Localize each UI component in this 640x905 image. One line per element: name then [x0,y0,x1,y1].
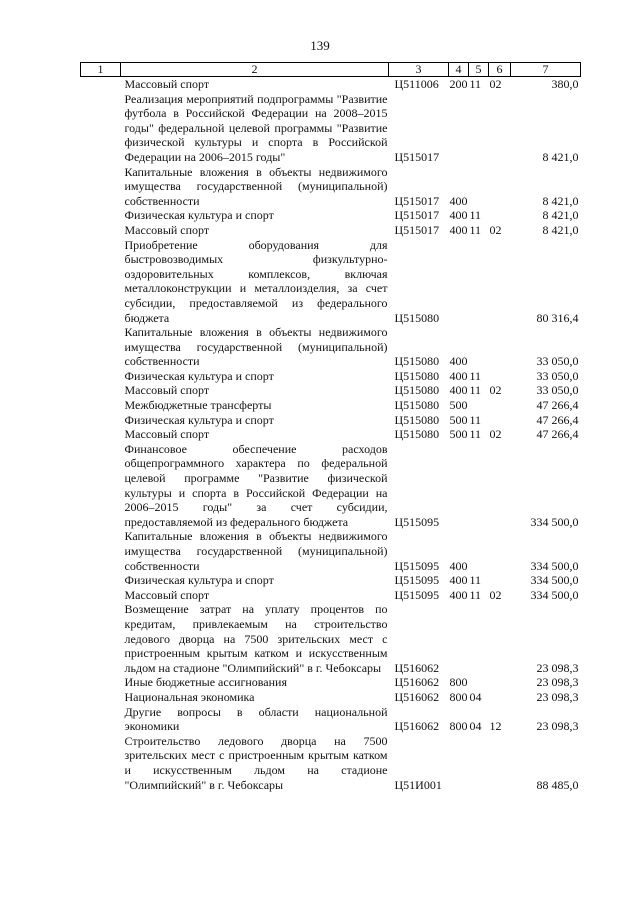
row-subsection [489,208,511,223]
row-amount: 23 098,3 [536,675,579,690]
row-amount: 8 421,0 [542,193,579,208]
row-subsection [489,690,511,705]
row-amount: 80 316,4 [536,310,579,325]
cell-col-1 [81,77,121,92]
header-col-7: 7 [511,63,581,77]
row-subsection: 02 [489,222,502,237]
row-amount: 33 050,0 [536,368,579,383]
table-row [81,602,581,675]
header-col-6: 6 [489,63,511,77]
table-row [81,238,581,326]
row-amount: 334 500,0 [530,587,579,602]
header-col-3: 3 [389,63,449,77]
row-target-code: Ц515080 [394,310,440,325]
cell-col-1 [81,223,121,238]
row-section: 11 [469,77,482,91]
row-subsection [489,734,511,792]
row-section: 04 [469,689,482,704]
row-subsection: 02 [489,427,502,442]
row-amount: 380,0 [551,77,579,91]
row-expense-type: 400 [449,558,468,573]
row-subsection [489,442,511,530]
row-section [469,325,489,369]
row-section: 11 [469,368,482,383]
cell-col-1 [81,427,121,442]
row-description: Массовый спорт [124,587,210,602]
cell-col-1 [81,92,121,165]
row-expense-type: 500 [449,412,468,427]
header-col-1: 1 [81,63,121,77]
row-section [469,165,489,209]
cell-col-1 [81,413,121,428]
row-target-code: Ц515080 [394,354,440,369]
table-row [81,588,581,603]
row-target-code: Ц516062 [394,660,440,675]
row-description: Массовый спорт [124,427,210,442]
row-subsection: 02 [489,587,502,602]
row-expense-type: 400 [449,354,468,369]
row-expense-type: 800 [449,675,468,690]
row-expense-type: 800 [449,689,468,704]
cell-col-1 [81,602,121,675]
row-amount: 334 500,0 [530,514,579,529]
row-target-code: Ц515080 [394,398,440,413]
row-subsection: 02 [489,77,502,91]
row-description: Физическая культура и спорт [124,412,274,427]
row-section [469,398,489,413]
row-expense-type: 400 [449,573,468,588]
row-description: Национальная экономика [124,689,255,704]
row-section [469,442,489,530]
row-amount: 8 421,0 [542,149,579,164]
table-row [81,705,581,734]
row-section: 11 [469,573,482,588]
row-target-code: Ц516062 [394,675,440,690]
row-expense-type [449,238,469,326]
row-description: Физическая культура и спорт [124,573,274,588]
row-amount: 33 050,0 [536,354,579,369]
row-section [469,529,489,573]
row-description: Массовый спорт [124,222,210,237]
row-section: 04 [469,719,482,734]
table-row [81,413,581,428]
row-description: Массовый спорт [124,77,210,91]
row-expense-type: 400 [449,222,468,237]
row-description: Капитальные вложения в объекты недвижимого имущества государственной (муниципальной) собственности [124,325,388,369]
row-subsection [489,165,511,209]
row-amount: 47 266,4 [536,427,579,442]
row-amount: 47 266,4 [536,398,579,413]
row-target-code: Ц515080 [394,368,440,383]
row-amount: 47 266,4 [536,412,579,427]
row-amount: 8 421,0 [542,222,579,237]
table-row [81,223,581,238]
row-expense-type: 400 [449,383,468,398]
cell-col-1 [81,238,121,326]
table-row [81,383,581,398]
row-section: 11 [469,208,482,223]
row-description: Массовый спорт [124,383,210,398]
table-body [81,77,581,793]
cell-col-1 [81,442,121,530]
row-subsection [489,325,511,369]
row-subsection: 02 [489,383,502,398]
row-amount: 23 098,3 [536,719,579,734]
row-description: Финансовое обеспечение расходов общепрограммного характера по федеральной целевой программе "Развитие физической культуры и спорта в Российской Федерации на 2006–2015 годы" за счет субсидии, предоставляемой из федерального бюджета [124,441,388,529]
row-amount: 88 485,0 [536,777,579,792]
budget-table [80,62,581,792]
row-target-code: Ц515080 [394,412,440,427]
header-col-4: 4 [449,63,469,77]
row-section: 11 [469,383,482,398]
row-section [469,238,489,326]
cell-col-1 [81,690,121,705]
table-row [81,92,581,165]
row-target-code: Ц515080 [394,427,440,442]
table-row [81,325,581,369]
row-target-code: Ц515095 [394,587,440,602]
row-subsection: 12 [489,719,502,734]
row-amount: 33 050,0 [536,383,579,398]
row-section: 11 [469,412,482,427]
row-target-code: Ц515095 [394,558,440,573]
row-target-code: Ц515017 [394,208,440,223]
row-expense-type [449,602,469,675]
row-description: Возмещение затрат на уплату процентов по кредитам, привлекаемым на строительство ледового дворца на 7500 зрительских мест с пристроенным крытым катком и искусственным льдом на стадионе "Олимпийский" в г. Чебоксары [124,602,388,675]
row-subsection [489,675,511,690]
row-expense-type [449,442,469,530]
row-amount: 23 098,3 [536,689,579,704]
row-section: 11 [469,222,482,237]
cell-col-1 [81,208,121,223]
cell-col-1 [81,734,121,792]
row-description: Физическая культура и спорт [124,368,274,383]
row-expense-type [449,92,469,165]
row-expense-type [449,734,469,792]
cell-col-1 [81,705,121,734]
row-target-code: Ц515017 [394,222,440,237]
row-expense-type: 500 [449,427,468,442]
table-row [81,398,581,413]
row-target-code: Ц515080 [394,383,440,398]
row-description: Межбюджетные трансферты [124,398,272,413]
cell-col-1 [81,398,121,413]
row-description: Реализация мероприятий подпрограммы "Развитие футбола в Российской Федерации на 2008–2015 годы" федеральной целевой программы "Развитие физической культуры и спорта в Российской Федерации на 2006–2015 годы" [124,91,388,164]
row-description: Строительство ледового дворца на 7500 зрительских мест с пристроенным крытым катком и искусственным льдом на стадионе "Олимпийский" в г. Чебоксары [124,733,388,792]
row-section [469,675,489,690]
table-row [81,427,581,442]
table-header [81,63,581,77]
row-subsection [489,602,511,675]
page-number: 139 [310,38,330,53]
row-description: Другие вопросы в области национальной экономики [124,704,388,734]
row-description: Иные бюджетные ассигнования [124,675,287,690]
table-row [81,77,581,92]
header-col-2: 2 [121,63,389,77]
cell-col-1 [81,369,121,384]
cell-col-1 [81,383,121,398]
row-amount: 8 421,0 [542,208,579,223]
row-section [469,734,489,792]
table-row [81,573,581,588]
table-row [81,529,581,573]
cell-col-1 [81,675,121,690]
cell-col-1 [81,573,121,588]
row-target-code: Ц515017 [394,149,440,164]
cell-col-1 [81,165,121,209]
row-target-code: Ц515095 [394,514,440,529]
row-section: 11 [469,587,482,602]
cell-col-1 [81,588,121,603]
row-expense-type: 500 [449,398,468,413]
row-target-code: Ц516062 [394,719,440,734]
table-row [81,675,581,690]
row-section: 11 [469,427,482,442]
row-target-code: Ц515095 [394,573,440,588]
header-col-5: 5 [469,63,489,77]
row-target-code: Ц51И001 [394,777,442,792]
row-section [469,92,489,165]
table-row [81,208,581,223]
table-row [81,734,581,792]
cell-col-1 [81,529,121,573]
row-expense-type: 400 [449,368,468,383]
row-expense-type: 200 [449,77,468,91]
row-subsection [489,529,511,573]
row-subsection [489,573,511,588]
row-subsection [489,238,511,326]
row-expense-type: 400 [449,208,468,223]
row-description: Капитальные вложения в объекты недвижимого имущества государственной (муниципальной) собственности [124,529,388,573]
table-row [81,690,581,705]
row-subsection [489,369,511,384]
row-target-code: Ц515017 [394,193,440,208]
row-description: Приобретение оборудования для быстровозводимых физкультурно-оздоровительных комплексов, включая металлоконструкции и металлоизделия, за счет субсидии, предоставляемой из федерального бюджета [124,237,388,325]
row-subsection [489,398,511,413]
row-amount: 334 500,0 [530,573,579,588]
table-row [81,369,581,384]
row-target-code: Ц516062 [394,689,440,704]
table-row [81,165,581,209]
row-section [469,602,489,675]
row-expense-type: 400 [449,587,468,602]
row-amount: 334 500,0 [530,558,579,573]
row-subsection [489,413,511,428]
row-description: Физическая культура и спорт [124,208,274,223]
row-expense-type: 800 [449,719,468,734]
cell-col-1 [81,325,121,369]
table-row [81,442,581,530]
row-target-code: Ц511006 [394,77,439,91]
row-subsection [489,92,511,165]
row-amount: 23 098,3 [536,660,579,675]
row-description: Капитальные вложения в объекты недвижимого имущества государственной (муниципальной) собственности [124,164,388,208]
row-expense-type: 400 [449,193,468,208]
